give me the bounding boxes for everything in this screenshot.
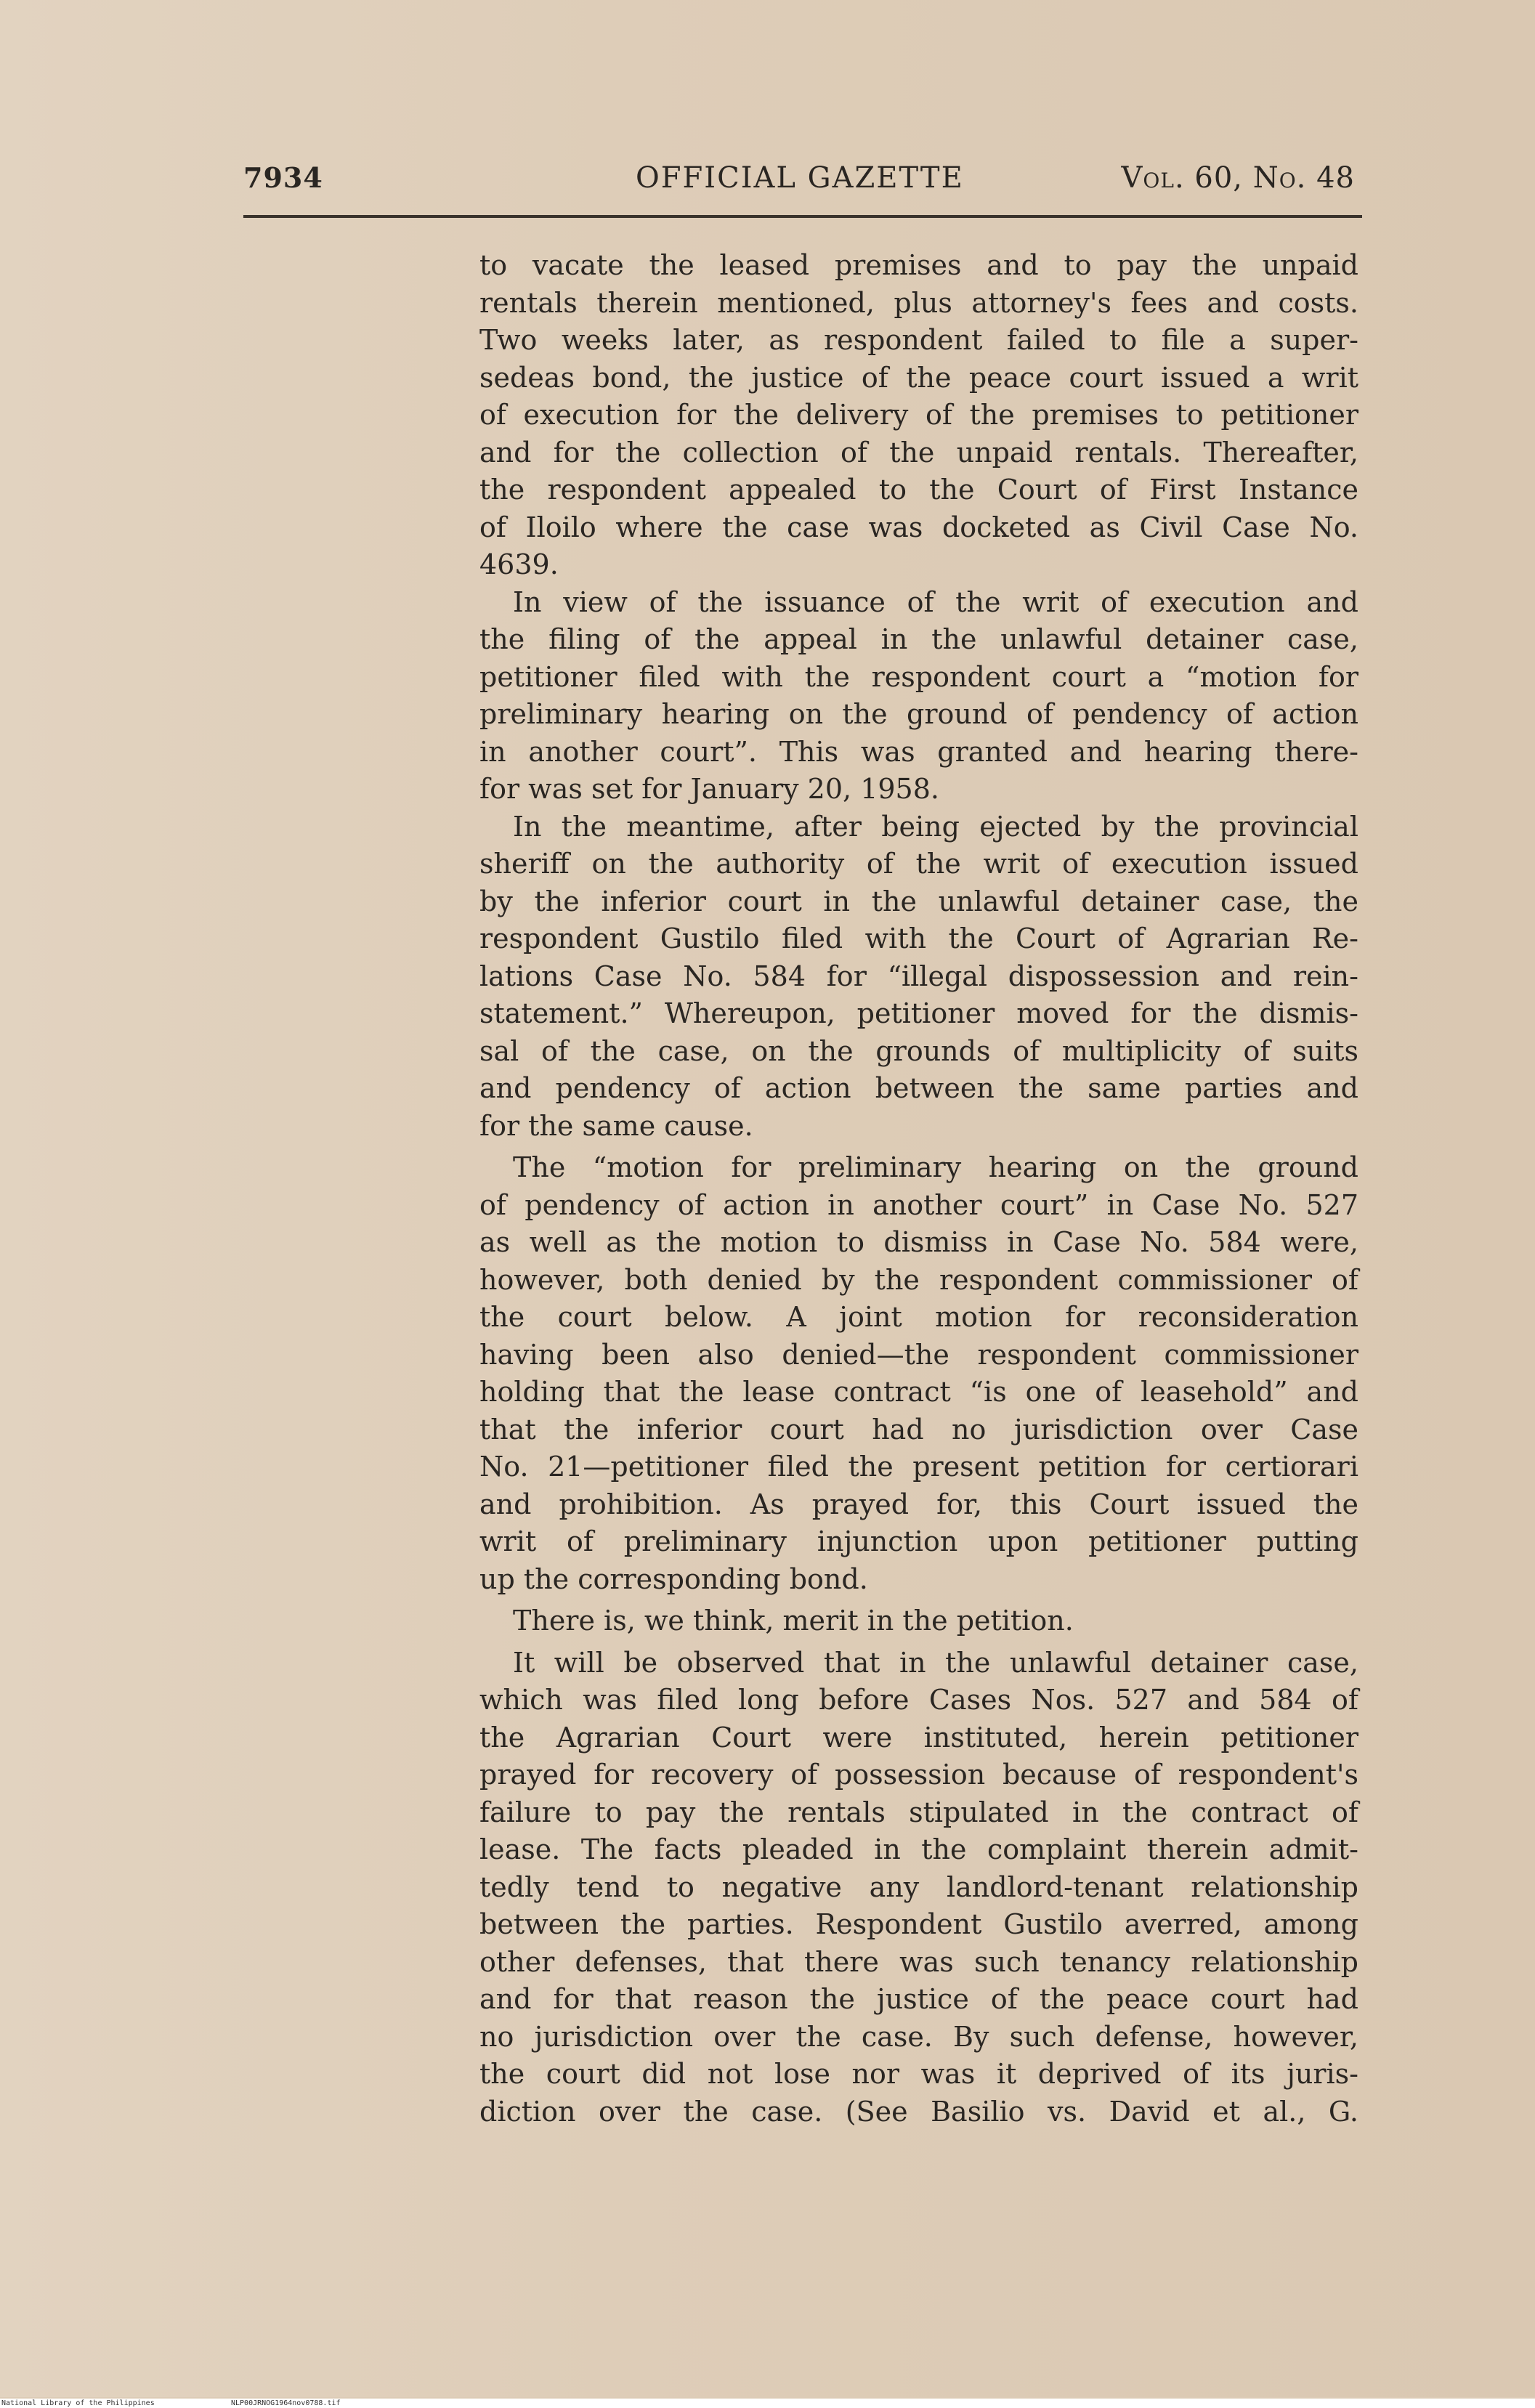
text-line: failure to pay the rentals stipulated in the contract of: [479, 1796, 1358, 1828]
text-line: In the meantime, after being ejected by the provincial: [513, 810, 1358, 843]
text-line: There is, we think, merit in the petition.: [513, 1605, 1074, 1637]
text-line: the court did not lose nor was it deprived of its juris-: [479, 2058, 1358, 2090]
text-line: sal of the case, on the grounds of multiplicity of suits: [479, 1034, 1358, 1067]
text-line: up the corresponding bond.: [479, 1562, 868, 1595]
text-line: The “motion for preliminary hearing on the ground: [513, 1151, 1358, 1183]
text-line: It will be observed that in the unlawful detainer case,: [513, 1646, 1358, 1679]
text-line: No. 21—petitioner filed the present petition for certiorari: [479, 1451, 1358, 1483]
text-line: other defenses, that there was such tenancy relationship: [479, 1945, 1358, 1978]
scan-footer: [0, 2399, 1535, 2408]
text-line: for the same cause.: [479, 1109, 753, 1142]
text-line: lations Case No. 584 for “illegal dispossession and rein-: [479, 960, 1358, 992]
text-line: In view of the issuance of the writ of execution and: [513, 585, 1358, 618]
text-line: the respondent appealed to the Court of First Instance: [479, 474, 1358, 506]
text-line: lease. The facts pleaded in the complaint therein admit-: [479, 1833, 1358, 1865]
text-line: holding that the lease contract “is one of leasehold” and: [479, 1376, 1358, 1408]
text-line: and for that reason the justice of the peace court had: [479, 1983, 1358, 2015]
text-line: statement.” Whereupon, petitioner moved for the dismis-: [479, 997, 1358, 1029]
text-line: to vacate the leased premises and to pay the unpaid: [479, 249, 1358, 281]
text-line: diction over the case. (See Basilio vs. David et al., G.: [479, 2095, 1358, 2128]
text-line: writ of preliminary injunction upon petitioner putting: [479, 1525, 1358, 1557]
header-rule: [243, 215, 1362, 218]
text-line: having been also denied—the respondent commissioner: [479, 1338, 1358, 1371]
text-line: prayed for recovery of possession because of respondent's: [479, 1759, 1358, 1791]
scan-filename: NLP00JRNOG1964nov0788.tif: [231, 2399, 341, 2407]
text-line: the Agrarian Court were instituted, herein petitioner: [479, 1721, 1358, 1754]
text-line: between the parties. Respondent Gustilo averred, among: [479, 1908, 1358, 1940]
text-line: rentals therein mentioned, plus attorney's fees and costs.: [479, 286, 1358, 319]
text-line: the filing of the appeal in the unlawful detainer case,: [479, 623, 1358, 655]
text-line: respondent Gustilo filed with the Court of Agrarian Re-: [479, 923, 1358, 954]
volume-number: Vol. 60, No. 48: [1121, 161, 1355, 195]
text-line: for was set for January 20, 1958.: [479, 773, 939, 805]
text-line: of execution for the delivery of the premises to petitioner: [479, 399, 1358, 431]
body-text: [479, 247, 1358, 2131]
text-line: which was filed long before Cases Nos. 527 and 584 of: [479, 1684, 1358, 1716]
text-line: in another court”. This was granted and hearing there-: [479, 735, 1358, 768]
text-line: petitioner filed with the respondent court a “motion for: [479, 660, 1358, 693]
text-line: and for the collection of the unpaid rentals. Thereafter,: [479, 436, 1358, 469]
text-line: sheriff on the authority of the writ of execution issued: [479, 848, 1358, 880]
text-line: sedeas bond, the justice of the peace court issued a writ: [479, 361, 1358, 394]
text-line: as well as the motion to dismiss in Case No. 584 were,: [479, 1226, 1358, 1258]
text-line: Two weeks later, as respondent failed to file a super-: [479, 324, 1358, 356]
text-line: however, both denied by the respondent commissioner of: [479, 1263, 1358, 1296]
text-line: the court below. A joint motion for reconsideration: [479, 1301, 1358, 1333]
text-line: and prohibition. As prayed for, this Court issued the: [479, 1488, 1358, 1520]
text-line: 4639.: [479, 548, 559, 580]
text-line: of Iloilo where the case was docketed as Civil Case No.: [479, 511, 1358, 543]
text-line: that the inferior court had no jurisdiction over Case: [479, 1413, 1358, 1446]
running-head: OFFICIAL GAZETTE: [636, 161, 964, 195]
text-line: tedly tend to negative any landlord-tenant relationship: [479, 1870, 1358, 1903]
text-line: of pendency of action in another court” in Case No. 527: [479, 1188, 1358, 1221]
text-line: no jurisdiction over the case. By such defense, however,: [479, 2020, 1358, 2053]
page-number: 7934: [243, 161, 323, 194]
text-line: and pendency of action between the same parties and: [479, 1072, 1358, 1104]
text-line: preliminary hearing on the ground of pendency of action: [479, 698, 1358, 730]
page-header: [243, 161, 1355, 205]
library-credit: National Library of the Philippines: [1, 2399, 155, 2407]
text-line: by the inferior court in the unlawful detainer case, the: [479, 885, 1358, 917]
